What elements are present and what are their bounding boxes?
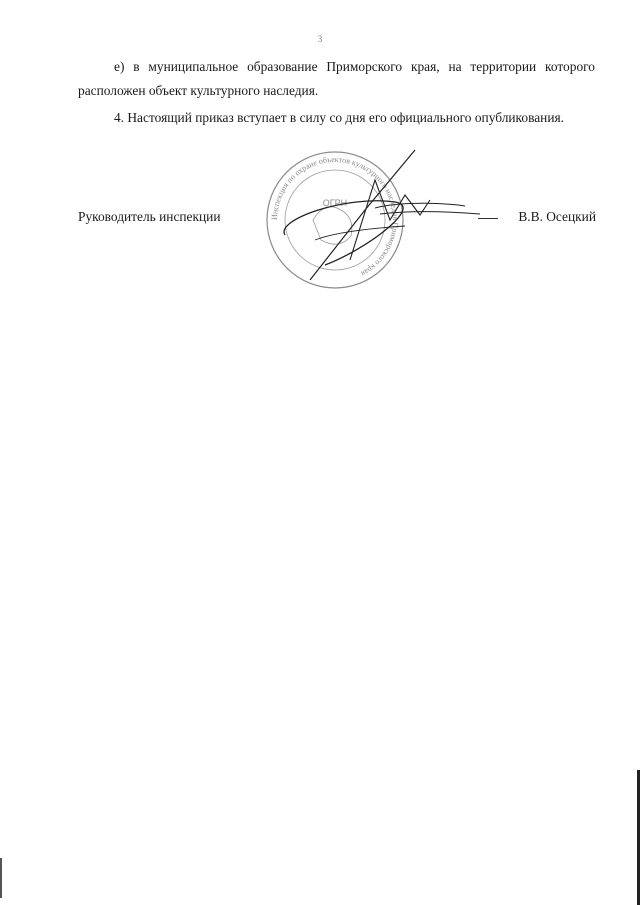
signer-name: В.В. Осецкий <box>518 209 596 224</box>
scan-edge-mark-left <box>0 858 2 898</box>
signature-line <box>478 218 498 219</box>
handwritten-signature <box>255 140 515 290</box>
page-number: 3 <box>317 34 323 44</box>
paragraph-item-e: е) в муниципальное образование Приморского края, на территории которого расположен объект культурного наследия. <box>78 59 595 98</box>
paragraph-item-4: 4. Настоящий приказ вступает в силу со дня его официального опубликования. <box>114 110 564 125</box>
stamp-center-text: ОГРН <box>322 198 348 208</box>
signer-role: Руководитель инспекции <box>78 209 221 224</box>
stamp-outer-text: Инспекция по охране объектов культурного наследия Приморского края <box>269 154 401 279</box>
